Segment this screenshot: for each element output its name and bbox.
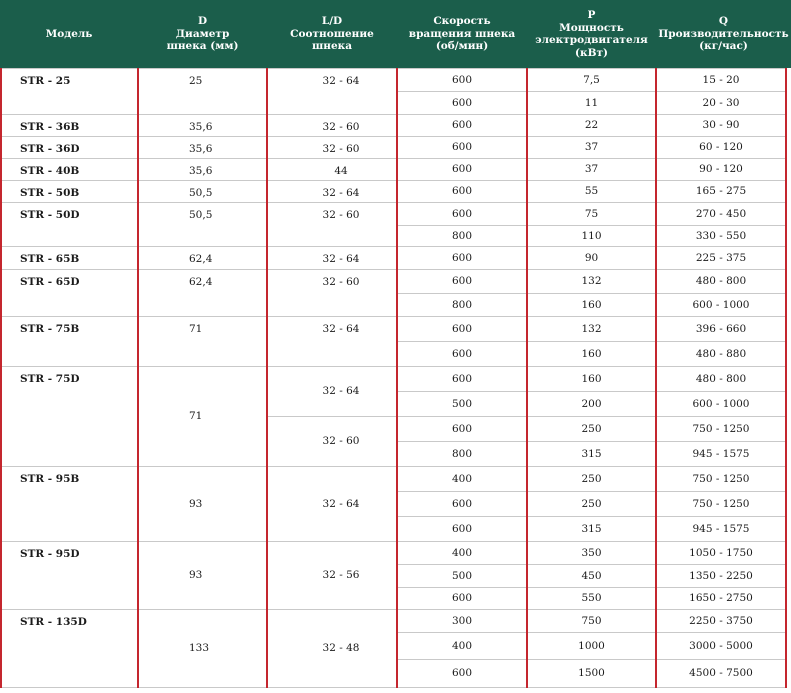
ld-value: 32 - 56: [322, 569, 360, 581]
cell-q: 480 - 800: [695, 372, 747, 385]
ld-value: 32 - 60: [322, 209, 360, 221]
diameter-value: 50,5: [189, 187, 213, 199]
ld-divider: [267, 316, 397, 317]
header-d: [138, 0, 267, 68]
cell-speed: 600: [451, 372, 473, 385]
header-q: [656, 0, 791, 68]
ld-value: 32 - 48: [322, 642, 360, 654]
cell-speed: 400: [451, 546, 473, 559]
cell-q: 396 - 660: [695, 322, 747, 335]
cell-power: 550: [581, 592, 602, 604]
header-speed-line: (об/мин): [435, 40, 489, 53]
ld-divider: [267, 269, 397, 270]
row-divider: [397, 391, 786, 392]
ld-divider: [267, 416, 397, 417]
row-divider: [397, 516, 786, 517]
cell-power: 11: [584, 96, 599, 109]
column-divider: [785, 68, 787, 688]
model-name: STR - 25: [20, 75, 71, 87]
cell-power: 160: [581, 372, 602, 385]
model-name: STR - 135D: [20, 616, 87, 628]
cell-speed: 600: [451, 322, 473, 335]
header-q-line: Производительность: [658, 27, 789, 40]
cell-speed: 600: [451, 119, 473, 131]
diameter-value: 93: [189, 497, 203, 510]
cell-power: 37: [584, 163, 599, 175]
group-divider: [0, 114, 267, 115]
group-divider: [0, 687, 397, 688]
cell-speed: 600: [451, 251, 473, 264]
header-power: [527, 0, 656, 68]
diameter-value: 35,6: [189, 165, 213, 177]
cell-q: 2250 - 3750: [689, 614, 753, 627]
ld-value: 32 - 60: [322, 143, 360, 155]
cell-q: 750 - 1250: [692, 497, 750, 510]
group-divider: [0, 136, 267, 137]
row-divider: [397, 341, 786, 342]
column-divider: [0, 68, 2, 688]
cell-speed: 600: [451, 207, 473, 220]
cell-speed: 400: [451, 472, 473, 485]
cell-speed: 800: [451, 447, 473, 460]
ld-value: 32 - 64: [322, 385, 360, 397]
cell-q: 750 - 1250: [692, 422, 750, 435]
group-divider: [0, 541, 267, 542]
cell-power: 75: [584, 207, 599, 220]
cell-speed: 600: [451, 667, 473, 679]
group-divider: [0, 366, 267, 367]
cell-speed: 300: [451, 614, 473, 627]
header-q-line: Q: [718, 15, 729, 28]
diameter-value: 62,4: [189, 276, 213, 288]
cell-power: 350: [581, 546, 602, 559]
row-divider: [397, 441, 786, 442]
cell-speed: 600: [451, 73, 473, 86]
cell-power: 450: [581, 569, 602, 582]
header-model: [0, 0, 138, 68]
group-divider: [0, 158, 267, 159]
ld-divider: [267, 68, 397, 69]
model-name: STR - 36B: [20, 121, 80, 133]
cell-q: 1350 - 2250: [689, 569, 753, 582]
row-divider: [397, 541, 786, 542]
cell-speed: 600: [451, 185, 473, 197]
header-d-line: шнека (мм): [166, 40, 239, 53]
cell-speed: 600: [451, 592, 473, 604]
cell-q: 480 - 880: [695, 347, 747, 360]
model-name: STR - 75D: [20, 373, 80, 385]
cell-power: 315: [581, 447, 602, 460]
row-divider: [397, 202, 786, 203]
model-name: STR - 95B: [20, 473, 80, 485]
cell-power: 1000: [578, 639, 605, 652]
header-power-line: (кВт): [575, 46, 608, 59]
row-divider: [397, 491, 786, 492]
cell-q: 945 - 1575: [692, 522, 750, 535]
ld-value: 32 - 64: [322, 253, 360, 265]
cell-speed: 600: [451, 522, 473, 535]
cell-power: 160: [581, 347, 602, 360]
ld-divider: [267, 202, 397, 203]
model-name: STR - 75B: [20, 323, 80, 335]
model-name: STR - 65B: [20, 253, 80, 265]
cell-power: 132: [581, 322, 602, 335]
row-divider: [397, 114, 786, 115]
model-name: STR - 50B: [20, 187, 80, 199]
diameter-value: 25: [189, 75, 203, 87]
row-divider: [397, 416, 786, 417]
cell-power: 7,5: [583, 73, 600, 86]
model-name: STR - 40B: [20, 165, 80, 177]
row-divider: [397, 180, 786, 181]
cell-q: 600 - 1000: [692, 298, 750, 311]
cell-q: 30 - 90: [702, 119, 740, 131]
group-divider: [0, 180, 267, 181]
row-divider: [397, 158, 786, 159]
cell-q: 1050 - 1750: [689, 546, 753, 559]
row-divider: [397, 632, 786, 633]
header-ld-line: шнека: [311, 40, 353, 53]
ld-value: 32 - 64: [322, 187, 360, 199]
row-divider: [397, 225, 786, 226]
cell-speed: 600: [451, 96, 473, 109]
cell-q: 165 - 275: [695, 185, 747, 197]
ld-divider: [267, 246, 397, 247]
group-divider: [0, 609, 267, 610]
group-divider: [0, 202, 267, 203]
ld-value: 32 - 64: [322, 323, 360, 335]
ld-divider: [267, 466, 397, 467]
diameter-value: 93: [189, 569, 203, 581]
ld-divider: [267, 180, 397, 181]
cell-speed: 600: [451, 347, 473, 360]
ld-value: 32 - 60: [322, 435, 360, 447]
row-divider: [397, 466, 786, 467]
row-divider: [397, 687, 786, 688]
cell-q: 15 - 20: [702, 73, 740, 86]
cell-q: 945 - 1575: [692, 447, 750, 460]
header-power-line: Мощность: [559, 21, 624, 34]
group-divider: [0, 269, 267, 270]
header-speed: [397, 0, 527, 68]
ld-divider: [267, 158, 397, 159]
header-speed-line: вращения шнека: [408, 27, 516, 40]
cell-power: 750: [581, 614, 602, 627]
header-ld: [267, 0, 397, 68]
cell-power: 37: [584, 141, 599, 153]
diameter-value: 133: [189, 642, 210, 654]
cell-power: 22: [584, 119, 599, 131]
ld-divider: [267, 366, 397, 367]
cell-q: 3000 - 5000: [689, 639, 753, 652]
cell-speed: 600: [451, 163, 473, 175]
model-name: STR - 95D: [20, 548, 80, 560]
group-divider: [0, 246, 267, 247]
header-d-line: Диаметр: [175, 27, 230, 40]
row-divider: [397, 564, 786, 565]
cell-speed: 600: [451, 422, 473, 435]
cell-q: 1650 - 2750: [689, 592, 753, 604]
header-model-line: Модель: [45, 27, 93, 40]
group-divider: [0, 316, 267, 317]
header-d-line: D: [197, 15, 208, 28]
cell-speed: 600: [451, 275, 473, 287]
cell-speed: 800: [451, 298, 473, 311]
cell-speed: 500: [451, 569, 473, 582]
header-q-line: (кг/час): [699, 40, 748, 53]
cell-q: 330 - 550: [695, 229, 747, 242]
cell-power: 250: [581, 472, 602, 485]
row-divider: [397, 366, 786, 367]
diameter-value: 35,6: [189, 121, 213, 133]
diameter-value: 71: [189, 323, 203, 335]
cell-q: 270 - 450: [695, 207, 747, 220]
row-divider: [397, 587, 786, 588]
row-divider: [397, 91, 786, 92]
cell-q: 480 - 800: [695, 275, 747, 287]
row-divider: [397, 68, 786, 69]
cell-q: 225 - 375: [695, 251, 747, 264]
row-divider: [397, 293, 786, 294]
cell-q: 4500 - 7500: [689, 667, 753, 679]
header-power-line: P: [587, 9, 596, 21]
cell-power: 160: [581, 298, 602, 311]
ld-divider: [267, 114, 397, 115]
ld-value: 32 - 64: [322, 497, 360, 510]
row-divider: [397, 659, 786, 660]
cell-power: 250: [581, 422, 602, 435]
header-power-line: электродвигателя: [535, 34, 648, 46]
cell-power: 132: [581, 275, 602, 287]
cell-speed: 600: [451, 141, 473, 153]
group-divider: [0, 466, 267, 467]
cell-q: 20 - 30: [702, 96, 740, 109]
cell-power: 110: [581, 229, 602, 242]
ld-divider: [267, 136, 397, 137]
row-divider: [397, 316, 786, 317]
row-divider: [397, 269, 786, 270]
ld-value: 32 - 60: [322, 276, 360, 288]
cell-speed: 800: [451, 229, 473, 242]
model-name: STR - 50D: [20, 209, 80, 221]
diameter-value: 71: [189, 410, 203, 422]
column-divider: [526, 68, 528, 688]
column-divider: [137, 68, 139, 688]
header-ld-line: Соотношение: [290, 27, 374, 40]
cell-speed: 500: [451, 397, 473, 410]
cell-power: 55: [584, 185, 599, 197]
ld-value: 32 - 64: [322, 75, 360, 87]
cell-power: 315: [581, 522, 602, 535]
column-divider: [655, 68, 657, 688]
cell-speed: 600: [451, 497, 473, 510]
header-speed-line: Скорость: [433, 15, 491, 28]
column-divider: [396, 68, 398, 688]
diameter-value: 62,4: [189, 253, 213, 265]
cell-q: 60 - 120: [699, 141, 743, 153]
row-divider: [397, 609, 786, 610]
cell-q: 600 - 1000: [692, 397, 750, 410]
column-divider: [266, 68, 268, 688]
ld-value: 32 - 60: [322, 121, 360, 133]
group-divider: [0, 68, 267, 69]
cell-power: 250: [581, 497, 602, 510]
cell-q: 90 - 120: [699, 163, 743, 175]
row-divider: [397, 246, 786, 247]
cell-q: 750 - 1250: [692, 472, 750, 485]
diameter-value: 50,5: [189, 209, 213, 221]
ld-divider: [267, 541, 397, 542]
header-ld-line: L/D: [321, 15, 343, 28]
ld-value: 44: [334, 165, 348, 177]
ld-divider: [267, 609, 397, 610]
model-name: STR - 65D: [20, 276, 80, 288]
model-name: STR - 36D: [20, 143, 80, 155]
cell-power: 90: [584, 251, 599, 264]
cell-speed: 400: [451, 639, 473, 652]
diameter-value: 35,6: [189, 143, 213, 155]
cell-power: 1500: [578, 667, 605, 679]
cell-power: 200: [581, 397, 602, 410]
row-divider: [397, 136, 786, 137]
